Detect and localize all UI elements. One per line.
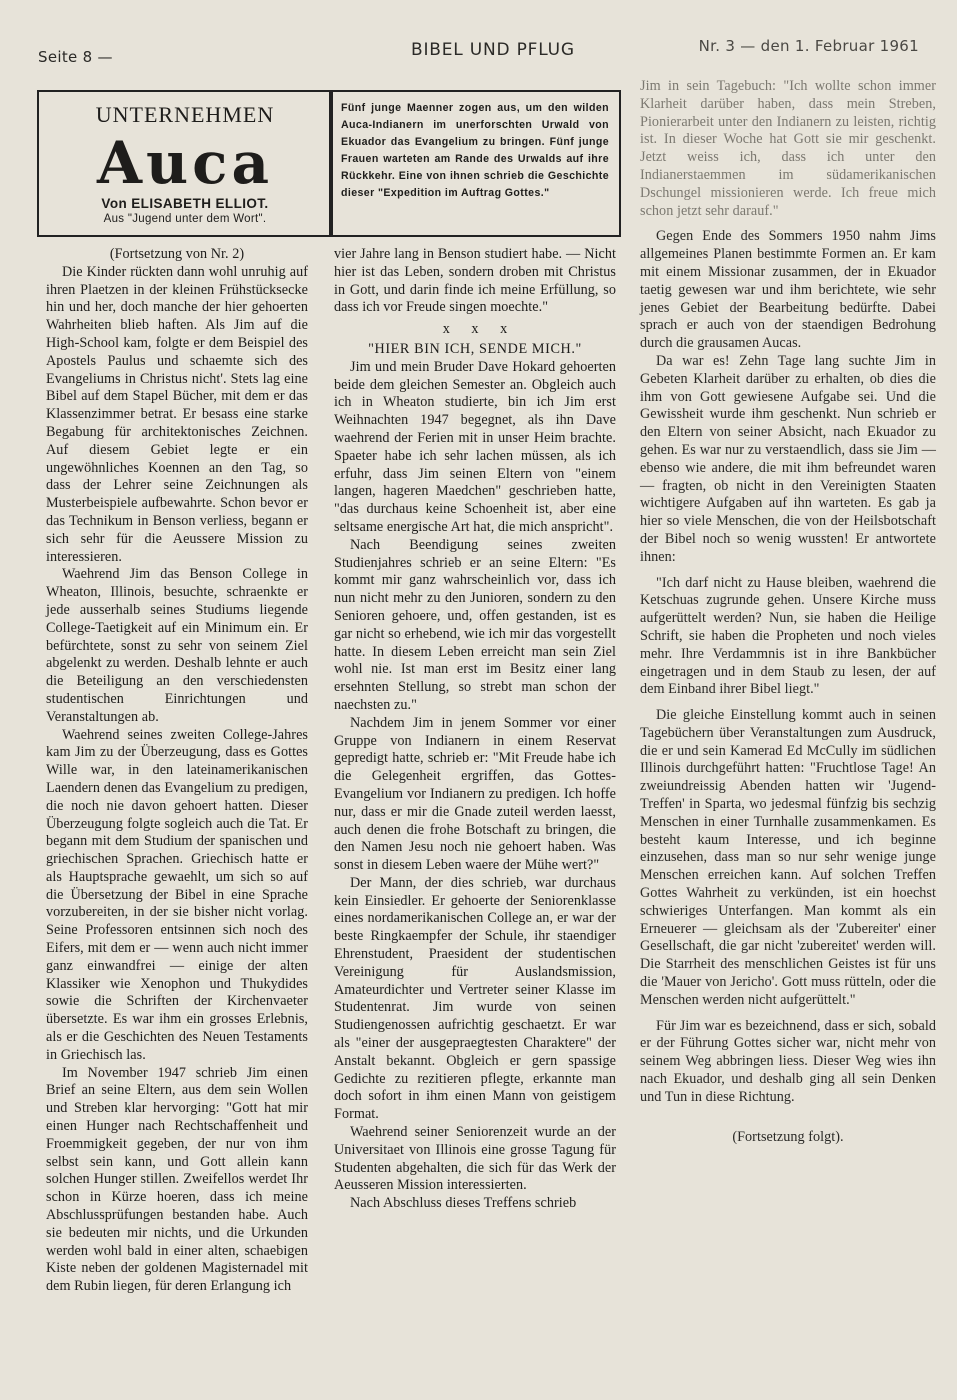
source-line: Aus "Jugend unter dem Wort". — [103, 213, 267, 225]
paragraph: Für Jim war es bezeichnend, dass er sich, sobald er der Führung Gottes sicher war, nicht mehr von seinem Weg abbringen liess. Dieser Weg wies ihn nach Ekuador, und deshalb ging all sein Denken und Tun in diese Richtung. — [640, 1017, 936, 1105]
continuation-note: (Fortsetzung von Nr. 2) — [109, 246, 245, 262]
page-header — [38, 37, 919, 72]
title-line-2: Auca — [96, 129, 274, 197]
paragraph: Die Kinder rückten dann wohl unruhig auf ihren Plaetzen in der kleinen Frühstücksecke hin und her, doch manche der hier gehoerten Wahrheiten blieb haften. Als Jim auf die High-School kam, folgte er dem Beispiel des Apostels Paulus und schaemte sich des Evangeliums in Christus nicht'. Stets lag eine Bibel auf dem Stapel Bücher, mit dem er das Klassenzimmer betrat. Er besass eine starke Begabung für architektonisches Zeichnen. Auf diesem Gebiet legte er ein ungewöhnliches Koennen an den Tag, so dass der Lehrer seine Zeichnungen als Musterbeispiele aufbewahrte. Schon bevor er das Technikum in Benson verliess, begann er sich sehr für die Aeussere Mission zu interessieren. — [46, 263, 308, 565]
issue-date: Nr. 3 — den 1. Februar 1961 — [698, 37, 919, 55]
paragraph: Waehrend seiner Seniorenzeit wurde an der Universitaet von Illinois eine grosse Tagung für Studenten abgehalten, die sich für das Werk der Aeusseren Mission interessierten. — [334, 1124, 616, 1194]
publication-title: BIBEL UND PFLUG — [411, 40, 575, 60]
page-number: Seite 8 — — [38, 48, 113, 66]
paragraph: vier Jahre lang in Benson studiert habe. — Nicht hier ist das Leben, sondern droben mit Christus in Gott, und darin finde ich meine Erfüllung, so dass ich vor Freude singen moechte." — [334, 246, 616, 316]
paragraph: Nach Beendigung seines zweiten Studienjahres schrieb er an seine Eltern: "Es kommt mir ganz wahrscheinlich vor, dass ich nun nicht mehr zu den Junioren, sondern zu den Senioren gehoere, und, offen gestanden, ist es gar nicht so erhebend, wie ich mir das vorgestellt hatte. In diesem Leben erreicht man sein Ziel wohl nie. Ist man erst im Besitz einer lang ersehnten Stellung, so strebt man schon der naechsten zu." — [334, 536, 616, 713]
intro-text: Fünf junge Maenner zogen aus, um den wilden Auca-Indianern im unerforschten Urwald von Ekuador das Evangelium zu bringen. Fünf junge Frauen warteten am Rande des Urwalds auf ihre Rückkehr. Eine von ihnen schrieb die Geschichte dieser "Expedition im Auftrag Gottes." — [341, 102, 609, 199]
paragraph: Nach Abschluss dieses Treffens schrieb — [350, 1195, 577, 1212]
section-divider: x x x — [442, 321, 508, 338]
paragraph: Gegen Ende des Sommers 1950 nahm Jims allgemeines Planen bestimmte Formen an. Er kam mit einem Missionar zusammen, der in Ekuador taetig gewesen war und ihm berichtete, wie sehr jenes Gebiet der Bearbeitung bedürfte. Dabei sprach er auch von der staendigen Bedrohung durch die grausamen Aucas. — [640, 228, 936, 352]
intro-box — [329, 90, 621, 237]
paragraph: Nachdem Jim in jenem Sommer vor einer Gruppe von Indianern in einem Reservat gepredigt hatte, schrieb er: "Mit Freude habe ich die Gelegenheit ergriffen, das Gottes-Evangelium vor Indianern zu predigen. Ich hoffe nur, dass er mir die Gnade zuteil werden laesst, auch denen die frohe Botschaft zu bringen, die den Namen Jesu noch nie gehoert haben. Was sonst in diesem Leben waere der Mühe wert?" — [334, 714, 616, 874]
paragraph: Jim in sein Tagebuch: "Ich wollte schon immer Klarheit darüber haben, dass mein Streben, Pionierarbeit unter den Indianern zu leisten, richtig ist. In dieser Woche hat Gott sie mir geschenkt. Jetzt weiss ich, dass ich unter den Indianerstaemmen im südamerikanischen Dschungel missionieren werde. Ich freue mich schon jetzt sehr darauf." — [640, 78, 936, 219]
paragraph: Waehrend Jim das Benson College in Wheaton, Illinois, besuchte, schraenkte er jede ausserhalb seines Studiums liegende College-Taetigkeit auf ein Minimum ein. Er befürchtete, sonst zu sehr von seinem Ziel abgelenkt zu werden. Deshalb lehnte er auch die Beteiligung an den verschiedensten studentischen Einrichtungen und Veranstaltungen ab. — [46, 566, 308, 725]
paragraph: Der Mann, der dies schrieb, war durchaus kein Einsiedler. Er gehoerte der Seniorenklasse eines nordamerikanischen College an, er war der beste Ringkaempfer der Schule, ihr staendiger Ehrenstudent, Praesident der studentischen Vereinigung für Auslandsmission, Amateurdichter und Vertreter seiner Klasse im Studentenrat. Jim wurde von seinen Studiengenossen aufrichtig geschaetzt. Er war als "einer der ausgepraegtesten Charaktere" der Anstalt bekannt. Obgleich er gern spassige Gedichte zu rezitieren pflegte, erkannte man doch sofort in ihm einen Mann von geistigem Format. — [334, 874, 616, 1123]
author-line: Von ELISABETH ELLIOT. — [101, 196, 269, 211]
title-line-1: UNTERNEHMEN — [95, 102, 275, 127]
paragraph: Im November 1947 schrieb Jim einen Brief an seine Eltern, aus dem sein Wollen und Streben klar hervorging: "Gott hat mir einen Hunger nach Rechtschaffenheit und Froemmigkeit gegeben, der nur von ihm selbst sein kann, und Gott allein kann solchen Hunger stillen. Zweifellos werdet Ihr schon in Kürze hoeren, dass ich meine Abschlussprüfungen bestanden habe. Auch sie bedeuten mir nichts, und die Urkunden werden wohl bald in einer alten, schaebigen Kiste neben der goldenen Magisternadel mit dem Rubin liegen, für deren Erlangung ich — [46, 1064, 308, 1295]
paragraph: Die gleiche Einstellung kommt auch in seinen Tagebüchern über Veranstaltungen zum Ausdruck, die er und sein Kamerad Ed McCully im südlichen Illinois durchgeführt hatten: "Fruchtlose Tage! An zweiundreissig Abenden hatten wir 'Jugend-Treffen' in Sparta, wo jedesmal fünfzig bis sechzig Menschen in einer Turnhalle zusammenkamen. Es besteht kaum Interesse, und ich beginne einzusehen, dass man so nur sehr wenige junge Menschen erreichen kann. Auf solchen Treffen Gottes Wahrheit zu verkünden, ist ein hoechst schwieriges Unterfangen. Man kommt als ein Erneuerer — gleichsam als der 'Zubereiter' einer Gesellschaft, die gar nicht 'zubereitet' werden will. Die Starrheit des menschlichen Geistes ist für uns die 'Mauer von Jericho'. Gott muss rütteln, oder die Menschen werden nicht aufgerüttelt." — [640, 707, 936, 1008]
column-1 — [46, 246, 308, 1296]
paragraph: Jim und mein Bruder Dave Hokard gehoerten beide dem gleichen Semester an. Obgleich auch ich in Wheaton studierte, bin ich Jim erst Weihnachten 1947 begegnet, als ihn Dave waehrend der Ferien mit in unser Heim brachte. Spaeter habe ich sehr lachen müssen, als ich erfuhr, dass Jim seinen Eltern von "einem langen, hageren Maedchen" geschrieben hatte, "das durchaus keine Schoenheit ist, aber eine seltsame energische Art hat, die mich anspricht". — [334, 358, 616, 535]
section-heading: "HIER BIN ICH, SENDE MICH." — [368, 340, 582, 357]
column-2 — [334, 246, 616, 1213]
paragraph: Da war es! Zehn Tage lang suchte Jim in Gebeten Klarheit darüber zu erhalten, ob dies die ihm von Gott gewiesene Aufgabe sei. Und die Gewissheit wurde ihm geschenkt. Nun schrieb er den Eltern von seiner Absicht, nach Ekuador zu gehen. Es war nur zu verstaendlich, dass sie Jim — ebenso wie andere, die mit ihm befreundet waren — fragten, ob nicht in den Vereinigten Staaten wichtigere Aufgaben auf ihn warteten. Es gab ja hier so viele Menschen, die von der Heilsbotschaft der Bibel noch so wenig wussten! Er antwortete ihnen: — [640, 352, 936, 565]
continuation-footer: (Fortsetzung folgt). — [732, 1128, 844, 1145]
paragraph: Waehrend seines zweiten College-Jahres kam Jim zu der Überzeugung, dass es Gottes Wille war, in den lateinamerikanischen Laendern denen das Evangelium zu predigen, die noch nie davon gehoert hatten. Dieser Überzeugung folgte sogleich auch die Tat. Er begann mit dem Studium der spanischen und griechischen Sprachen. Griechisch hatte er als Hauptsprache gewaehlt, um sich so auf die Übersetzung der Bibel in eine Sprache vorzubereiten, in der sie bisher nicht vorlag. Seine Professoren entsinnen sich noch des Eifers, mit dem er — wenn auch nicht immer ganz einwandfrei — einige der alten Klassiker wie Xenophon und Thukydides sowie die Schriften der Kirchenvaeter übersetzte. Es war ihm ein grosses Erlebnis, als er die Geschichten des Neuen Testaments in Griechisch las. — [46, 726, 308, 1063]
quotation: "Ich darf nicht zu Hause bleiben, waehrend die Ketschuas zugrunde gehen. Unsere Kirche muss aufgerüttelt werden? Nun, sie haben die Heilige Schrift, sie haben die Propheten und noch vieles mehr. Ihre Verdammnis ist in ihre Bankbücher eingetragen und in dem Staub zu lesen, der auf dem Einband ihrer Bibel liegt." — [640, 574, 936, 698]
title-box — [37, 90, 333, 237]
column-3 — [640, 78, 936, 1146]
